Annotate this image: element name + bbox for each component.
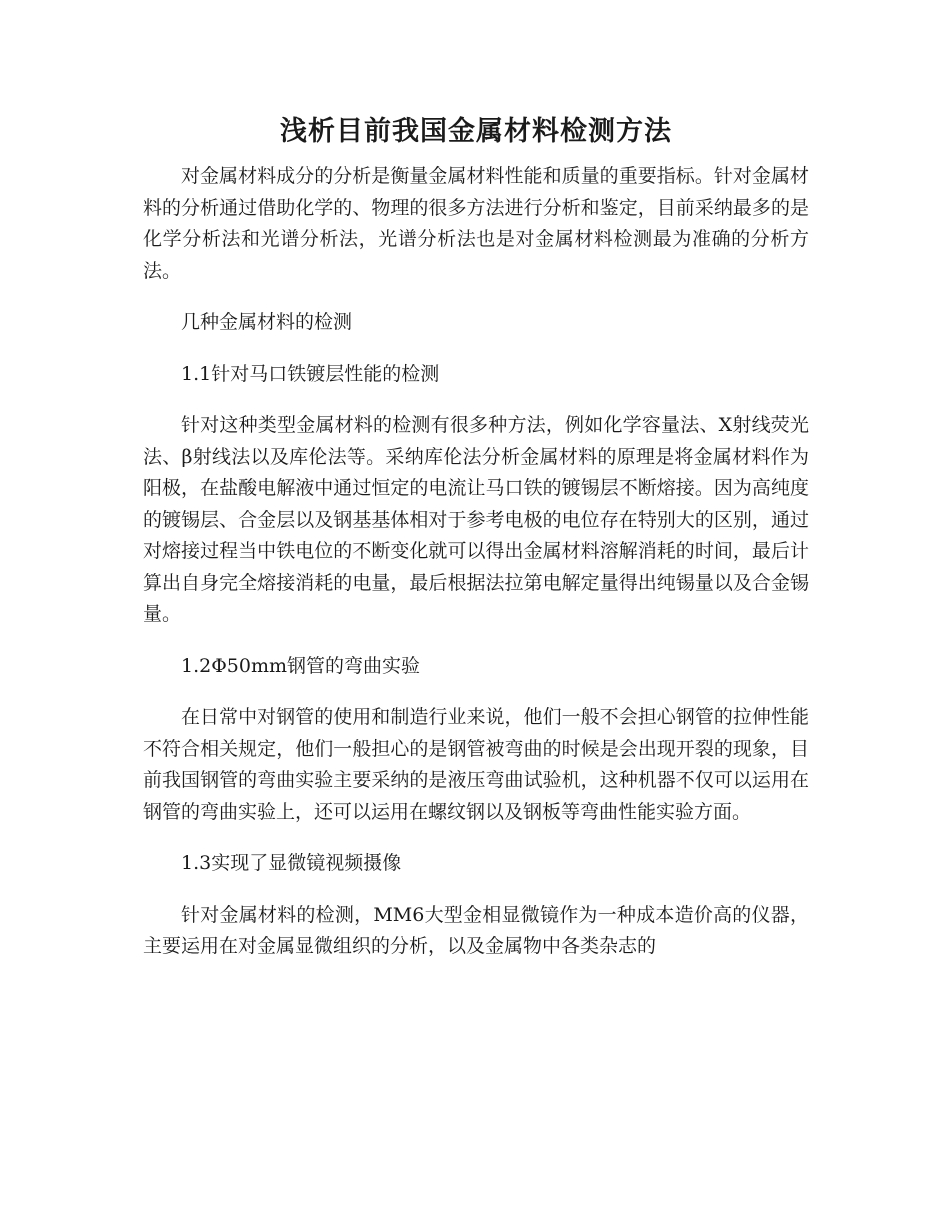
subsection-heading-1-3: 1.3实现了显微镜视频摄像 xyxy=(181,852,402,874)
spacer xyxy=(143,339,809,359)
spacer xyxy=(143,880,809,900)
subsection-body-1-2: 在日常中对钢管的使用和制造行业来说，他们一般不会担心钢管的拉伸性能不符合相关规定，他们一般担心的是钢管被弯曲的时候是会出现开裂的现象，目前我国钢管的弯曲实验主要采纳的是液压弯曲试验机，这种机器不仅可以运用在钢管的弯曲实验上，还可以运用在螺纹钢以及钢板等弯曲性能实验方面。 xyxy=(143,706,809,823)
section-heading: 几种金属材料的检测 xyxy=(181,311,353,333)
subsection-heading-1-1: 1.1针对马口铁镀层性能的检测 xyxy=(181,362,440,385)
intro-paragraph: 对金属材料成分的分析是衡量金属材料性能和质量的重要指标。针对金属材料的分析通过借助化学的、物理的很多方法进行分析和鉴定，目前采纳最多的是化学分析法和光谱分析法，光谱分析法也是对金属材料检测最为准确的分析方法。 xyxy=(143,165,809,282)
document-page xyxy=(143,112,809,963)
spacer xyxy=(143,828,809,848)
document-title: 浅析目前我国金属材料检测方法 xyxy=(280,116,672,147)
subsection-body-1-3: 针对金属材料的检测，MM6大型金相显微镜作为一种成本造价高的仪器，主要运用在对金属显微组织的分析，以及金属物中各类杂志的 xyxy=(143,903,809,957)
spacer xyxy=(143,631,809,651)
spacer xyxy=(143,152,809,161)
subsection-body-1-1: 针对这种类型金属材料的检测有很多种方法，例如化学容量法、X射线荧光法、β射线法以及库伦法等。采纳库伦法分析金属材料的原理是将金属材料作为阳极，在盐酸电解液中通过恒定的电流让马口铁的镀锡层不断熔接。因为高纯度的镀锡层、合金层以及钢基基体相对于参考电极的电位存在特别大的区别，通过对熔接过程当中铁电位的不断变化就可以得出金属材料溶解消耗的时间，最后计算出自身完全熔接消耗的电量，最后根据法拉第电解定量得出纯锡量以及合金锡量。 xyxy=(143,414,809,625)
subsection-heading-1-2: 1.2Φ50mm钢管的弯曲实验 xyxy=(181,654,421,677)
spacer xyxy=(143,682,809,702)
spacer xyxy=(143,287,809,307)
spacer xyxy=(143,390,809,410)
